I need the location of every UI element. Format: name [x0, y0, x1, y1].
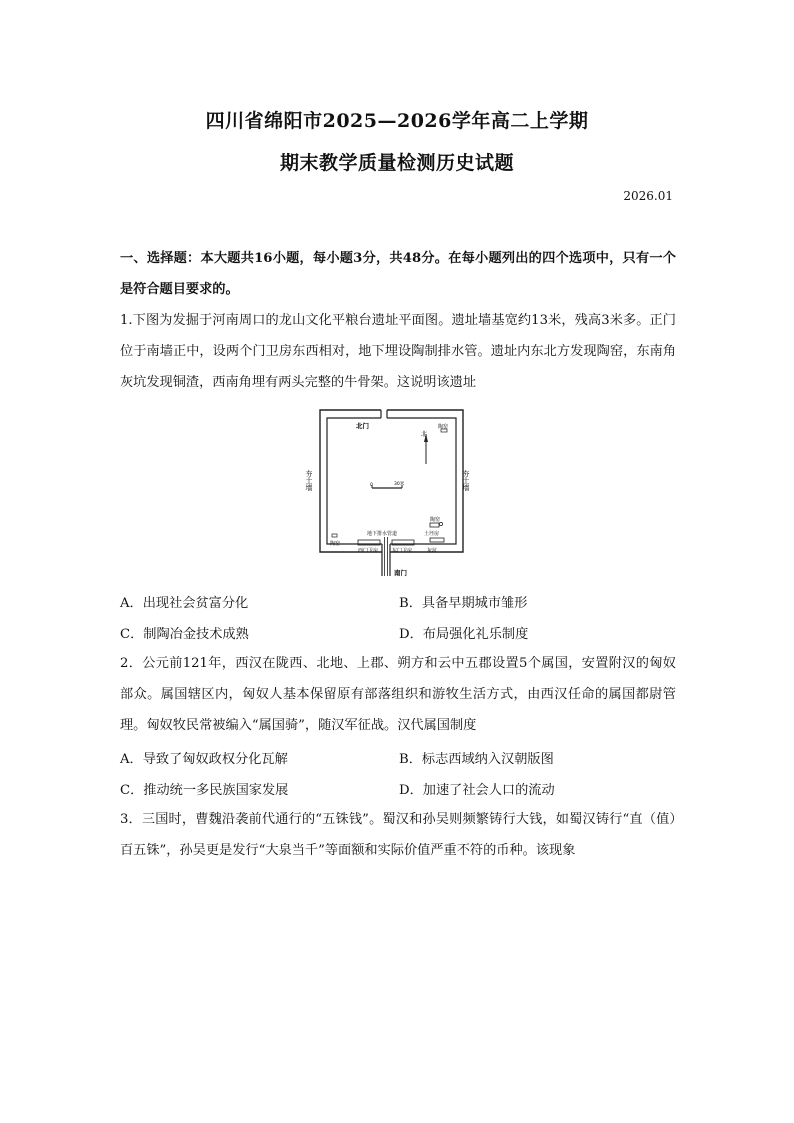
label-scale-length: 30米: [394, 482, 405, 487]
exam-date: 2026.01: [623, 189, 673, 203]
question-2-stem: 2．公元前121年，西汉在陇西、北地、上郡、朔方和云中五郡设置5个属国，安置附汉的匈奴部众。属国辖区内，匈奴人基本保留原有部落组织和游牧生活方式，由西汉任命的属国都尉管理。匈奴牧民常被编入“属国骑”，随汉军征战。汉代属国制度: [120, 656, 676, 733]
label-kiln-e: 陶窑: [430, 517, 441, 523]
q2-options-row1: [120, 748, 676, 768]
label-kiln-sw: 陶窑: [330, 541, 341, 547]
label-west-wall: 夯土墙: [305, 470, 313, 491]
q2-option-b[interactable]: B．标志西域纳入汉朝版图: [399, 752, 554, 767]
q1-option-a[interactable]: A．出现社会贫富分化: [120, 596, 249, 611]
label-south-gate: 南门: [394, 569, 407, 577]
house-marker: [430, 538, 444, 542]
page-title-line2: 期末教学质量检测历史试题: [279, 152, 514, 174]
label-east-guard: 东门卫房: [392, 548, 413, 554]
q2-option-a[interactable]: A．导致了匈奴政权分化瓦解: [120, 752, 288, 767]
label-earth-house: 土坯房: [424, 531, 440, 537]
q1-option-b[interactable]: B．具备早期城市雏形: [399, 596, 528, 611]
page-title-line1: 四川省绵阳市2025—2026学年高二上学期: [205, 110, 589, 132]
inner-wall-west: [327, 418, 382, 544]
question-1-stem: 1.下图为发掘于河南周口的龙山文化平粮台遗址平面图。遗址墙基宽约13米，残高3米多。正门位于南墙正中，设两个门卫房东西相对，地下埋设陶制排水管。遗址内东北方发现陶窑，东南角灰坑发现铜渣，西南角埋有两头完整的牛骨架。这说明该遗址: [120, 313, 676, 390]
label-east-wall: 夯土墙: [462, 470, 470, 491]
label-ash-pit: 灰坑: [427, 548, 438, 554]
q1-options-row1: [120, 592, 676, 612]
label-north-arrow: 北: [421, 431, 428, 438]
q1-option-c[interactable]: C．制陶冶金技术成熟: [120, 627, 249, 642]
q1-options-row2: [120, 623, 676, 643]
label-north-gate: 北门: [356, 422, 369, 430]
question-3-stem: 3．三国时，曹魏沿袭前代通行的“五铢钱”。蜀汉和孙吴则频繁铸行大钱，如蜀汉铸行“直（值）百五铢”，孙吴更是发行“大泉当千”等面额和实际价值严重不符的币种。该现象: [120, 812, 676, 858]
label-kiln-ne: 陶窑: [438, 424, 449, 430]
section-heading: 一、选择题：本大题共16小题，每小题3分，共48分。在每小题列出的四个选项中，只有一个是符合题目要求的。: [120, 251, 676, 297]
label-drain: 地下排水管道: [367, 531, 398, 537]
q1-option-d[interactable]: D．布局强化礼乐制度: [399, 627, 529, 642]
label-west-guard: 西门卫房: [358, 548, 379, 554]
kiln-marker: [430, 523, 439, 527]
q2-options-row2: [120, 779, 676, 799]
site-plan-figure: [300, 404, 492, 582]
q2-option-c[interactable]: C．推动统一多民族国家发展: [120, 783, 289, 798]
q2-option-d[interactable]: D．加速了社会人口的流动: [399, 783, 555, 798]
label-scale-zero: 0: [370, 483, 373, 488]
